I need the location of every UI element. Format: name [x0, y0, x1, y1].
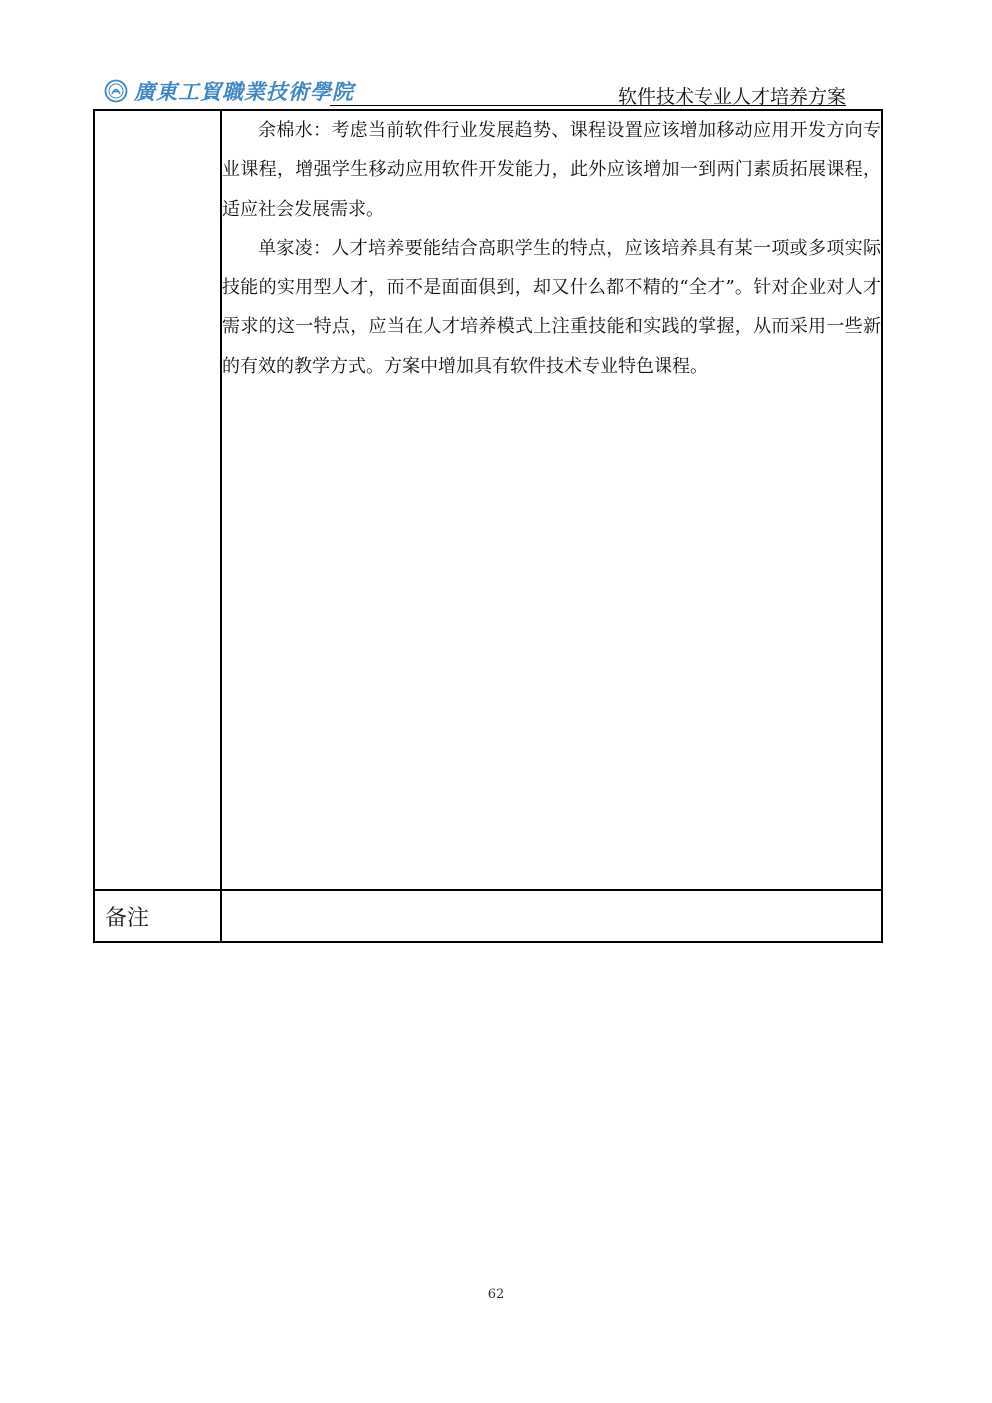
- remark-label: 备注: [105, 905, 150, 931]
- opinion-row: [94, 110, 882, 890]
- document-title: 软件技术专业人才培养方案: [617, 86, 846, 108]
- opinion-paragraph-2: 单家凌：人才培养要能结合高职学生的特点，应该培养具有某一项或多项实际技能的实用型人才，而不是面面俱到，却又什么都不精的“全才”。针对企业对人才需求的这一特点，应当在人才培养模式上注重技能和实践的掌握，从而采用一些新的有效的教学方式。方案中增加具有软件技术专业特色课程。: [222, 237, 881, 377]
- opinion-label-cell: [94, 110, 221, 890]
- opinion-paragraph-1: 余棉水：考虑当前软件行业发展趋势、课程设置应该增加移动应用开发方向专业课程，增强学生移动应用软件开发能力，此外应该增加一到两门素质拓展课程，适应社会发展需求。: [222, 120, 881, 220]
- remark-label-cell: [94, 890, 221, 942]
- page-number: 62: [487, 1287, 505, 1302]
- college-logo-text: 廣東工貿職業技術學院: [134, 79, 354, 104]
- college-logo: [104, 76, 354, 106]
- opinion-content-cell: [221, 110, 882, 890]
- review-table: [93, 109, 883, 943]
- page-header: [100, 72, 846, 108]
- college-seal-icon: [104, 79, 128, 103]
- remark-value-cell: [221, 890, 882, 942]
- remark-row: [94, 890, 882, 942]
